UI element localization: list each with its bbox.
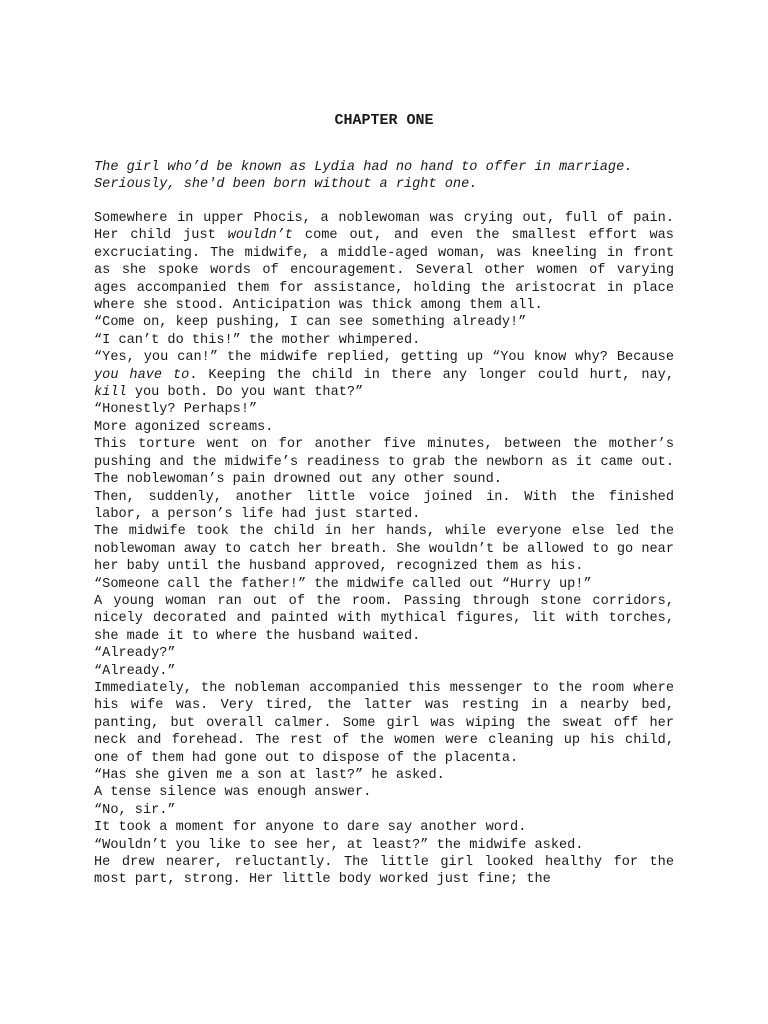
paragraph: “Honestly? Perhaps!” [94, 402, 258, 418]
emphasis-text: you have to [94, 367, 190, 383]
paragraph: “Come on, keep pushing, I can see something already!” [94, 315, 527, 331]
paragraph-text: Somewhere in upper Phocis, a noblewoman was crying out, full of pain. Her child just [94, 211, 674, 244]
chapter-body [94, 210, 674, 889]
paragraph: “Someone call the father!” the midwife called out “Hurry up!” [94, 576, 592, 592]
paragraph: “No, sir.” [94, 802, 176, 818]
paragraph-text: you both. Do you want that?” [134, 385, 364, 401]
paragraph: A tense silence was enough answer. [94, 785, 372, 801]
paragraph: A young woman ran out of the room. Passing through stone corridors, nicely decorated and painted with mythical figures, lit with torches, she made it to where the husband waited. [94, 593, 674, 644]
paragraph: “Already?” [94, 646, 176, 662]
paragraph: More agonized screams. [94, 419, 274, 435]
emphasis-text: kill [94, 385, 127, 401]
paragraph: “Already.” [94, 663, 176, 679]
epigraph [94, 159, 674, 194]
emphasis-text: wouldn’t [227, 228, 293, 244]
paragraph: Immediately, the nobleman accompanied this messenger to the room where his wife was. Very tired, the latter was resting in a nearby bed, panting, but overall calmer. Some girl was wiping the sweat off her neck and forehead. The rest of the women were cleaning up his child, one of them had gone out to dispose of the placenta. [94, 680, 674, 766]
paragraph [94, 210, 674, 314]
paragraph: This torture went on for another five minutes, between the mother’s pushing and the midwife’s readiness to grab the newborn as it came out. The noblewoman’s pain drowned out any other sound. [94, 437, 674, 488]
chapter-title: CHAPTER ONE [334, 112, 434, 129]
paragraph: “I can’t do this!” the mother whimpered. [94, 332, 421, 348]
paragraph: Then, suddenly, another little voice joined in. With the finished labor, a person’s life had just started. [94, 489, 674, 522]
paragraph: “Has she given me a son at last?” he asked. [94, 768, 445, 783]
paragraph-text: “Yes, you can!” the midwife replied, getting up “You know why? Because [94, 350, 674, 366]
paragraph: The midwife took the child in her hands, while everyone else led the noblewoman away to catch her breath. She wouldn’t be allowed to go near her baby until the husband approved, recognized them as his. [94, 524, 674, 575]
paragraph: “Wouldn’t you like to see her, at least?” the midwife asked. [94, 837, 584, 853]
paragraph [94, 349, 674, 401]
paragraph: It took a moment for anyone to dare say another word. [94, 820, 527, 836]
paragraph-text: come out, and even the smallest effort was excruciating. The midwife, a middle-aged woman, was kneeling in front as she spoke words of encouragement. Several other women of varying ages accompanied them for assistance, holding the aristocrat in place where she stood. Anticipation was thick among them all. [94, 228, 674, 314]
epigraph-line: The girl who’d be known as Lydia had no hand to offer in marriage. [94, 160, 633, 175]
paragraph-text: . Keeping the child in there any longer could hurt, nay, [189, 367, 675, 383]
paragraph: He drew nearer, reluctantly. The little girl looked healthy for the most part, strong. Her little body worked just fine; the [94, 855, 674, 888]
epigraph-line: Seriously, she'd been born without a right one. [94, 177, 478, 193]
